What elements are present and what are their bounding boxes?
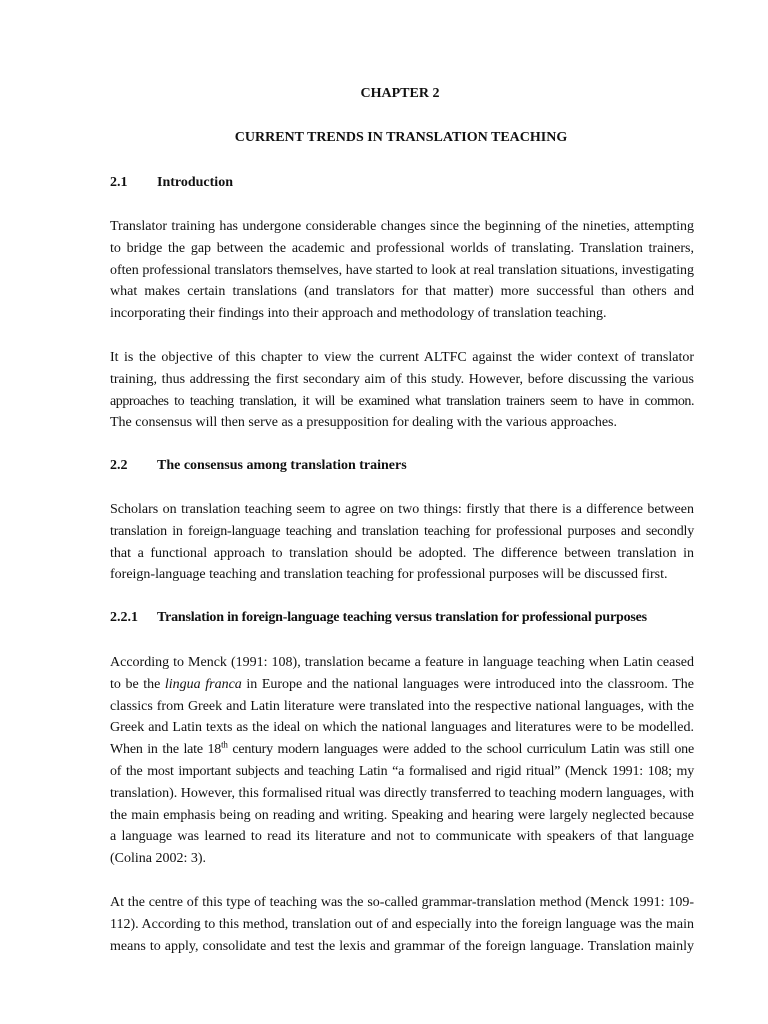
text-line: of the most important subjects and teaching Latin “a formalised and rigid ritual” (Menck 1991: 108; my — [110, 763, 694, 779]
text-line: Translator training has undergone considerable changes since the beginning of the nineties, attempting — [110, 219, 694, 234]
paragraph-objective — [110, 347, 694, 434]
section-title: The consensus among translation trainers — [157, 458, 407, 473]
section-heading-2-1 — [110, 175, 233, 191]
italic-term: lingua franca — [164, 676, 242, 692]
text-line: means to apply, consolidate and test the lexis and grammar of the foreign language. Translation mainly — [110, 938, 694, 954]
section-heading-2-2-1 — [110, 610, 647, 626]
text-line: what makes certain translations (and translators for that matter) more successful than others and — [110, 284, 694, 300]
paragraph-menck — [110, 652, 694, 870]
section-number: 2.2 — [110, 458, 128, 473]
text-line: the main emphasis being on reading and writing. Speaking and hearing were largely neglected because — [110, 807, 694, 823]
text-line: 112). According to this method, translation out of and especially into the foreign language was the main — [110, 916, 694, 932]
text-fragment: When in the late 18 — [110, 742, 222, 758]
text-line: Greek and Latin texts as the ideal on which the national languages and literatures were to be modelled. — [110, 720, 694, 736]
chapter-label: CHAPTER 2 — [360, 86, 440, 101]
paragraph-grammar-translation — [110, 892, 694, 957]
text-line: The consensus will then serve as a presupposition for dealing with the various approaches. — [110, 415, 617, 431]
text-line: Scholars on translation teaching seem to agree on two things: firstly that there is a difference between — [110, 502, 694, 517]
section-title: Introduction — [157, 175, 233, 190]
text-line: approaches to teaching translation, it will be examined what translation trainers seem to have in common. — [110, 393, 694, 409]
text-line: classics from Greek and Latin literature were translated into the respective national languages, with the — [110, 698, 694, 714]
text-line: It is the objective of this chapter to view the current ALTFC against the wider context of translator — [110, 350, 694, 365]
text-line — [110, 674, 694, 696]
text-line: translation in foreign-language teaching and translation teaching for professional purposes and secondly — [110, 523, 694, 539]
text-line: to bridge the gap between the academic and professional worlds of translating. Translation trainers, — [110, 240, 694, 256]
text-line: According to Menck (1991: 108), translation became a feature in language teaching when Latin ceased — [110, 655, 694, 670]
text-fragment: century modern languages were added to the school curriculum Latin was still one — [227, 742, 694, 758]
text-line: training, thus addressing the first secondary aim of this study. However, before discussing the various — [110, 371, 694, 387]
text-line — [110, 739, 694, 761]
text-line: translation). However, this formalised ritual was directly transferred to teaching modern languages, with — [110, 785, 694, 801]
text-line: incorporating their findings into their approach and methodology of translation teaching. — [110, 306, 607, 322]
section-number: 2.1 — [110, 175, 128, 190]
text-fragment: to be the — [110, 676, 165, 692]
paragraph-intro — [110, 216, 694, 325]
text-line: foreign-language teaching and translation teaching for professional purposes will be discussed first. — [110, 567, 668, 583]
text-line: At the centre of this type of teaching was the so-called grammar-translation method (Menck 1991: 109- — [110, 895, 694, 910]
superscript: th — [221, 739, 228, 750]
section-heading-2-2 — [110, 458, 407, 474]
text-line: often professional translators themselves, have started to look at real translation situations, investigating — [110, 262, 694, 278]
section-title: Translation in foreign-language teaching versus translation for professional purposes — [157, 610, 647, 625]
paragraph-consensus — [110, 499, 694, 586]
text-line: (Colina 2002: 3). — [110, 851, 207, 867]
section-number: 2.2.1 — [110, 610, 138, 625]
text-line: that a functional approach to translation should be adopted. The difference between translation in — [110, 545, 694, 561]
text-fragment: in Europe and the national languages were introduced into the classroom. The — [241, 676, 694, 692]
text-line: a language was learned to read its literature and not to communicate with speakers of that language — [110, 829, 694, 845]
chapter-title: CURRENT TRENDS IN TRANSLATION TEACHING — [234, 130, 568, 145]
